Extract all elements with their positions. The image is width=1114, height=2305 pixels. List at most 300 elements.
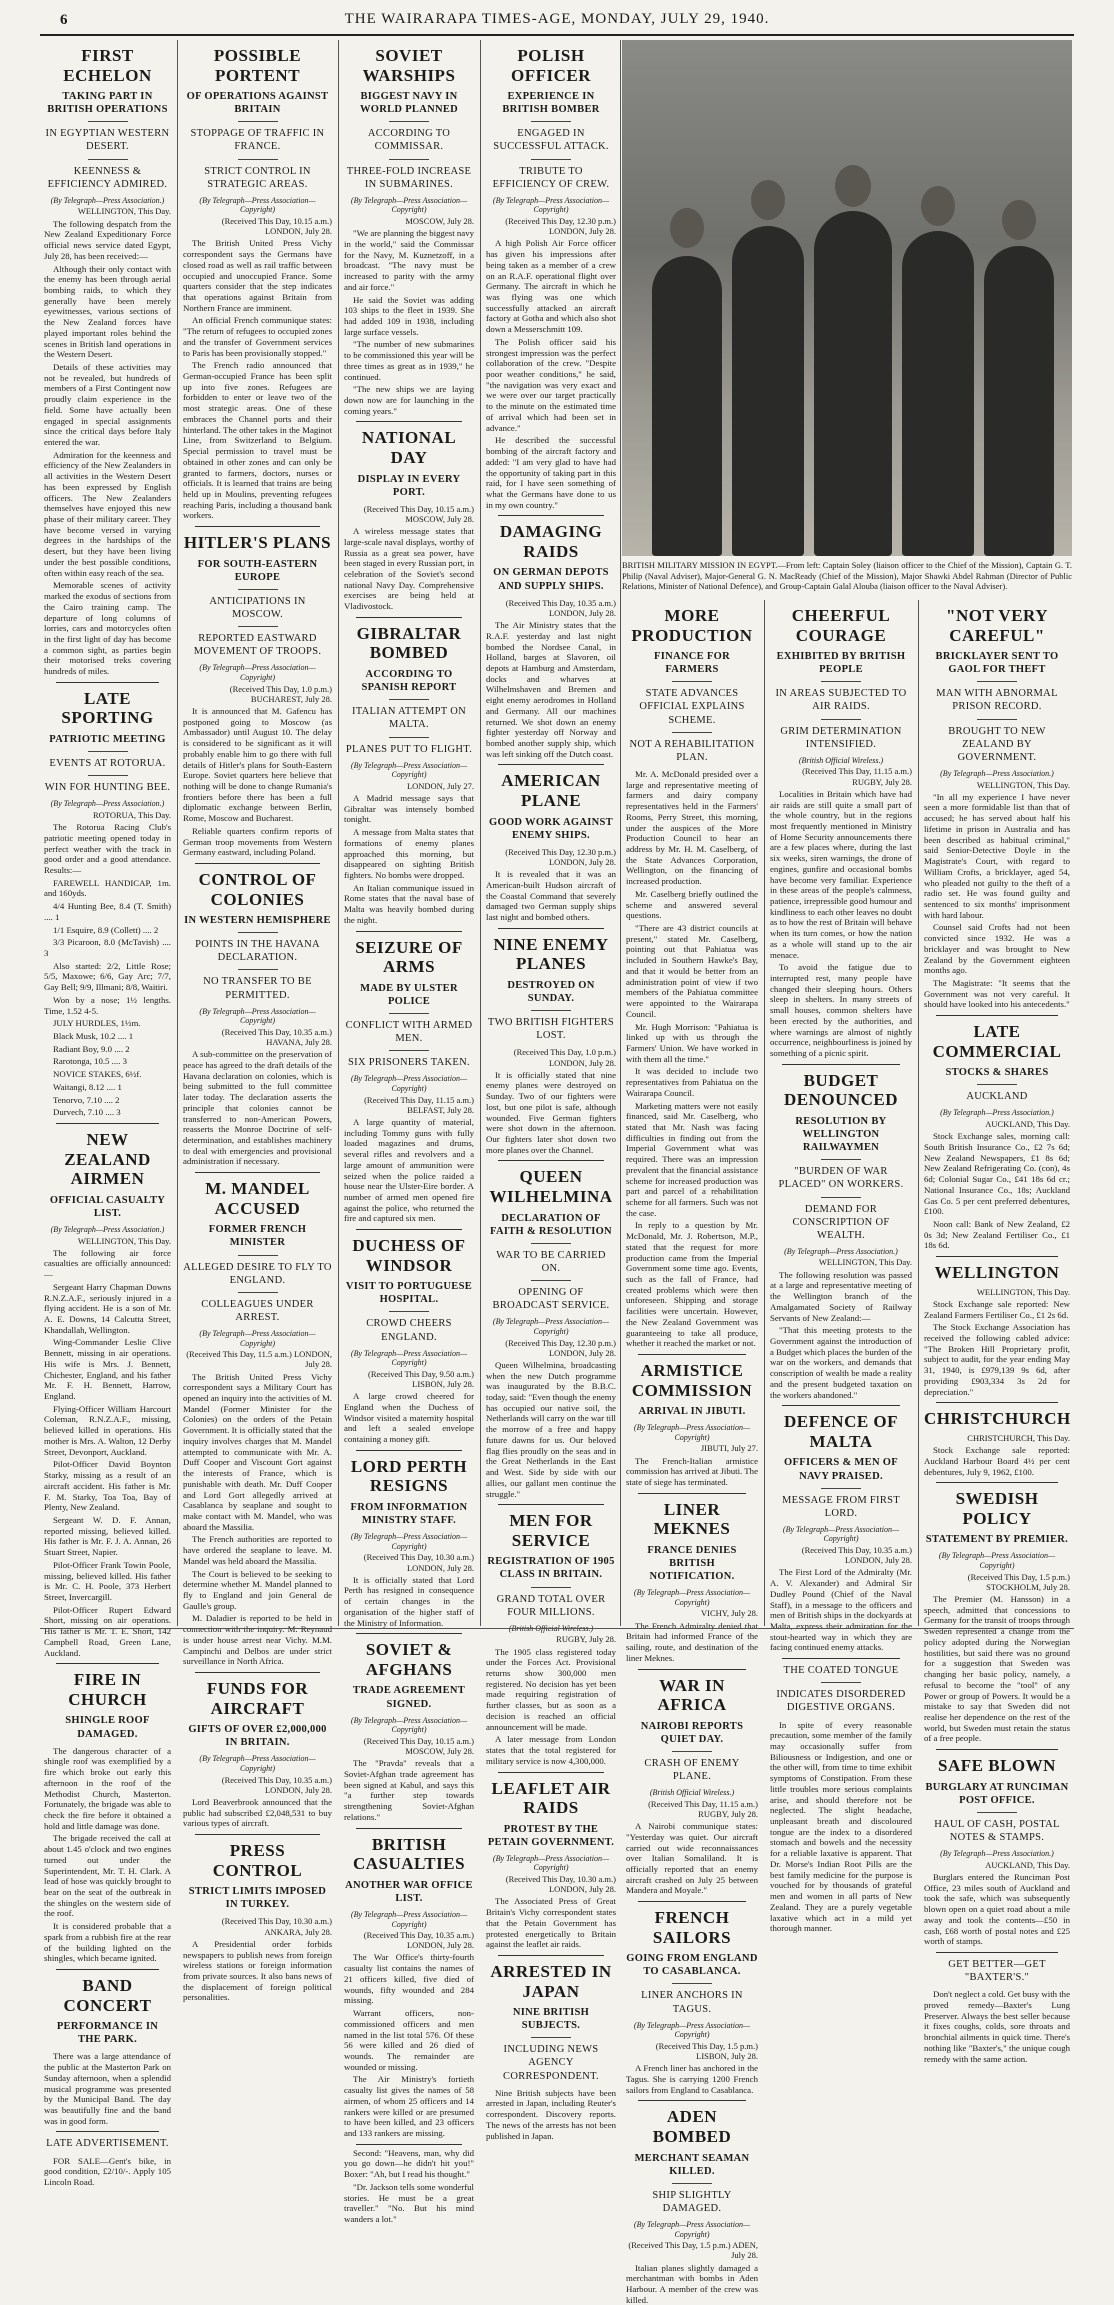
subheadline: STATE ADVANCES OFFICIAL EXPLAINS SCHEME. xyxy=(639,688,745,726)
article-divider xyxy=(936,1482,1058,1483)
article xyxy=(44,682,171,1118)
subheadline: NAIROBI REPORTS QUIET DAY. xyxy=(640,1720,744,1745)
news-credit: (By Telegraph—Press Association—Copyright) xyxy=(350,1074,468,1093)
subhead-divider xyxy=(389,159,429,160)
article-divider xyxy=(56,2131,159,2132)
paragraph: Mr. Caselberg briefly outlined the scheme and answered several questions. xyxy=(626,888,758,921)
subheadline: ON GERMAN DEPOTS AND SUPPLY SHIPS. xyxy=(493,567,609,592)
headline: HITLER'S PLANS xyxy=(183,533,332,553)
article xyxy=(44,1663,171,1964)
article xyxy=(344,931,474,1224)
paragraph: "Dr. Jackson tells some wonderful stories. He must be a great traveller." "No. But his mind wanders a lot." xyxy=(344,2181,474,2224)
paragraph: Lord Beaverbrook announced that the public had subscribed £2,048,531 to buy various types of aircraft. xyxy=(183,1796,332,1829)
article-divider xyxy=(638,1354,746,1355)
subheadline: TRADE AGREEMENT SIGNED. xyxy=(352,1685,466,1710)
subhead-divider xyxy=(977,1084,1017,1085)
dateline: WELLINGTON, This Day. xyxy=(976,1286,1070,1297)
paragraph: The Associated Press of Great Britain's Vichy correspondent states that the Petain Government has protested energetically to Britain against the leaflet air raids. xyxy=(486,1896,616,1950)
dateline: (Received This Day, 1.5 p.m.) LISBON, July 28. xyxy=(655,2040,758,2062)
article-body xyxy=(626,769,758,1349)
dateline: ROTORUA, This Day. xyxy=(93,809,171,820)
dateline: VICHY, July 28. xyxy=(701,1608,758,1619)
subheadline: COLLEAGUES UNDER ARREST. xyxy=(201,1298,314,1323)
article xyxy=(486,1955,616,2141)
paragraph: A wireless message states that large-scale naval displays, worthy of Russia as a great sea power, have been staged in every Russian port, in celebration of the Soviet's second national Navy Day. Comprehensive exercises are being held at Vladivostock. xyxy=(344,526,474,612)
paragraph: Counsel said Crofts had not been convicted since 1932. He was a bricklayer and was brought to New Zealand by the Government eighteen months ago. xyxy=(924,922,1070,976)
subheadline: BIGGEST NAVY IN WORLD PLANNED xyxy=(359,91,459,116)
news-credit: (By Telegraph—Press Association—Copyright) xyxy=(350,1715,468,1735)
article-divider xyxy=(356,1828,462,1829)
column-5 xyxy=(622,600,762,2305)
article-divider xyxy=(638,1669,746,1670)
news-credit: (By Telegraph—Press Association—Copyright) xyxy=(199,1329,316,1348)
article-divider xyxy=(56,1123,159,1124)
subhead-divider xyxy=(389,121,429,122)
subheadline: IN WESTERN HEMISPHERE xyxy=(184,915,331,927)
paragraph: A message from Malta states that formations of enemy planes approached this morning, but disappeared on sighting British fighters. No bombs were dropped. xyxy=(344,827,474,881)
article-divider xyxy=(638,2100,746,2101)
headline: SEIZURE OF ARMS xyxy=(355,937,463,977)
dateline: (Received This Day, 10.35 a.m.) LONDON, July 28. xyxy=(221,1774,332,1795)
paragraph: A large quantity of material, including Tommy guns with fully loaded magazines and drums, several rifles and revolvers and a large amount of ammunition were seized when the police raided a house near the Ulster-Eire border. A number of armed men opened fire against the police, who returned the fire and captured six men. xyxy=(344,1116,474,1224)
subheadline: THE COATED TONGUE xyxy=(783,1665,899,1677)
subheadline: GOOD WORK AGAINST ENEMY SHIPS. xyxy=(489,816,613,841)
article-body xyxy=(183,1049,332,1167)
paragraph: The Polish officer said his strongest impression was the perfect collaboration of the crew. "Despite poor weather conditions," he said, "the navigation was very exact and we were over our target practically to the minute on the estimated time of arrival which had been set in advance." xyxy=(486,336,616,433)
paragraph: To avoid the fatigue due to interrupted rest, many people have changed their sleeping hours. Others sleep in shelters. In many streets of small houses, common shelters have been erected by the authorities, and where warnings are almost of nightly occurrence, neighbourliness is joined by something of a picnic spirit. xyxy=(770,962,912,1059)
article-divider xyxy=(498,1504,604,1505)
article xyxy=(344,421,474,611)
subheadline: STRICT LIMITS IMPOSED IN TURKEY. xyxy=(188,1886,327,1911)
subheadline: PERFORMANCE IN THE PARK. xyxy=(56,2021,159,2046)
article xyxy=(486,928,616,1156)
article-body xyxy=(344,1391,474,1445)
subhead-divider xyxy=(977,719,1017,720)
subhead-divider xyxy=(672,1983,712,1984)
article-body xyxy=(344,1117,474,1224)
article xyxy=(344,1828,474,2139)
masthead: THE WAIRARAPA TIMES-AGE, MONDAY, JULY 29, 1940. xyxy=(344,11,770,27)
dateline: (Received This Day, 9.50 a.m.) LISBON, July 28. xyxy=(368,1368,474,1390)
paragraph: Warrant officers, non-commissioned officers and men named in the list total 576. Of these 56 were killed and 26 died of wounds. The remainder are wounded or missing. xyxy=(344,2008,474,2072)
subheadline: EXPERIENCE IN BRITISH BOMBER xyxy=(502,91,600,116)
subheadline: DECLARATION OF FAITH & RESOLUTION xyxy=(490,1212,612,1237)
article xyxy=(44,1123,171,1658)
article-body xyxy=(770,789,912,1059)
subheadline: ITALIAN ATTEMPT ON MALTA. xyxy=(351,706,467,731)
subheadline: THREE-FOLD INCREASE IN SUBMARINES. xyxy=(346,165,472,190)
subhead-divider xyxy=(977,681,1017,682)
dateline: (Received This Day, 1.5 p.m.) STOCKHOLM, July 28. xyxy=(967,1571,1070,1592)
paragraph: Flying-Officer William Harcourt Coleman, R.N.Z.A.F., missing, believed killed in operations. His mother is Mrs. A. Walton, 12 Derby Street, Devonport, Auckland. xyxy=(44,1403,171,1457)
paragraph: Pilot-Officer Rupert Edward Short, missing on air operations. His father is Mr. T. E. Short, 142 Campbell Road, Green Lane, Auckland. xyxy=(44,1604,171,1658)
subheadline: VISIT TO PORTUGUESE HOSPITAL. xyxy=(345,1281,473,1306)
news-credit: (By Telegraph—Press Association.) xyxy=(50,1224,165,1234)
article xyxy=(183,1834,332,2003)
subhead-divider xyxy=(238,1292,278,1293)
dateline: (Received This Day, 10.30 a.m.) LONDON, July 28. xyxy=(505,1874,616,1895)
article-body xyxy=(770,1720,912,1934)
news-credit: (By Telegraph—Press Association.) xyxy=(50,799,165,809)
paragraph: An official French communique states: "The return of refugees to occupied zones and the transfer of Government services to Paris has been provisionally stopped." xyxy=(183,315,332,358)
article-divider xyxy=(498,515,604,516)
paragraph: "We are planning the biggest navy in the world," said the Commissar for the Navy, M. Kuznetzoff, in a broadcast. "The navy must be increased to parity with the army and air force." xyxy=(344,228,474,292)
paragraph: "There are 43 district councils at present," stated Mr. Caselberg, pointing out that Pahiatua was included in Southern Hawke's Bay, and that it would be better from an administration point of view if two members of the Pahiatua committee were appointed to the Wairarapa Council. xyxy=(626,923,758,1019)
article-body xyxy=(924,1872,1070,1947)
column-3 xyxy=(340,40,478,2224)
article-divider xyxy=(56,1663,159,1664)
paragraph: "In all my experience I have never seen a more formidable list than that of accused; he has served about half his lifetime in prison in Australia and has been described as habitual criminal," said Senior-Detective Doyle in the Magistrate's Court, with regard to William Crofts, a bricklayer, aged 54, who pleaded not guilty to the theft of a radio set. He was found guilty and sentenced to six months' imprisonment with hard labour. xyxy=(924,791,1070,920)
article-divider xyxy=(936,1952,1058,1953)
subhead-divider xyxy=(389,1013,429,1014)
dateline: WELLINGTON, This Day. xyxy=(976,779,1070,790)
subhead-divider xyxy=(389,699,429,700)
article xyxy=(344,46,474,416)
headline: MEN FOR SERVICE xyxy=(509,1511,593,1550)
paragraph: An Italian communique issued in Rome states that the naval base of Malta was heavily bombed during the night. xyxy=(344,882,474,925)
paragraph: Localities in Britain which have had air raids are still quite a small part of the whole country, but in the regions most frequently mentioned in Ministry of Home Security announcements there are a few places where, during the last six weeks, siren warnings, the drone of engines, gunfire and occasional bombs have become very familiar. Experience in these areas of the people's calmness, patience, irrepressible good humour and kindliness to each other leaves no doubt as to how the rest of Britain will behave when its turn comes, or how the nation as a whole will stand up to the air menace. xyxy=(770,788,912,960)
subheadline: "BURDEN OF WAR PLACED" ON WORKERS. xyxy=(778,1166,904,1191)
subhead-divider xyxy=(238,1255,278,1256)
headline: WAR IN AFRICA xyxy=(657,1675,727,1715)
headline: LATE SPORTING xyxy=(61,688,154,728)
subhead-divider xyxy=(821,1488,861,1489)
headline: CHEERFUL COURAGE xyxy=(791,606,891,645)
subhead-divider xyxy=(88,775,128,776)
headline: DAMAGING RAIDS xyxy=(499,522,603,561)
article-body xyxy=(44,1746,171,1964)
subheadline: INDICATES DISORDERED DIGESTIVE ORGANS. xyxy=(776,1689,906,1714)
subheadline: CROWD CHEERS ENGLAND. xyxy=(366,1318,452,1343)
subheadline: FRANCE DENIES BRITISH NOTIFICATION. xyxy=(647,1544,737,1583)
news-credit: (By Telegraph—Press Association—Copyright) xyxy=(350,1909,468,1929)
dateline: (Received This Day, 11.5 a.m.) LONDON, July 28. xyxy=(186,1349,332,1370)
subhead-divider xyxy=(821,1197,861,1198)
news-credit: (By Telegraph—Press Association.) xyxy=(940,1108,1054,1118)
photograph xyxy=(622,40,1072,556)
headline: LEAFLET AIR RAIDS xyxy=(491,1778,611,1818)
paragraph: A Nairobi communique states: "Yesterday was quiet. Our aircraft carried out wide reconnaissances over Italian Somaliland. It is officially reported that an enemy aircraft crashed on July 25 between Mandera and Moyale." xyxy=(626,1821,758,1896)
paragraph: Pilot-Officer Frank Towin Poole, missing, believed killed. His father is Mr. C. H. Poole, 373 Herbert Street, Invercargill. xyxy=(44,1559,171,1602)
paragraph: Reliable quarters confirm reports of German troop movements from Western Germany eastward, including Poland. xyxy=(183,825,332,858)
headline: ARMISTICE COMMISSION xyxy=(631,1361,753,1400)
subheadline: MADE BY ULSTER POLICE xyxy=(360,982,458,1007)
dateline: (Received This Day, 10.15 a.m.) MOSCOW, July 28. xyxy=(363,1735,474,1757)
article-body xyxy=(183,1797,332,1829)
dateline: (Received This Day, 11.15 a.m.) RUGBY, July 28. xyxy=(802,766,912,787)
subheadline: GOING FROM ENGLAND TO CASABLANCA. xyxy=(626,1953,758,1978)
headline: DEFENCE OF MALTA xyxy=(783,1412,899,1451)
article-divider xyxy=(195,526,320,527)
paragraph: FOR SALE—Gent's bike, in good condition, £2/10/-. Apply 105 Lincoln Road. xyxy=(44,2155,171,2187)
article-body xyxy=(44,2051,171,2126)
headline: LATE COMMERCIAL xyxy=(932,1022,1062,1061)
subhead-divider xyxy=(672,1751,712,1752)
subheadline: FORMER FRENCH MINISTER xyxy=(208,1224,307,1249)
paragraph: Stock Exchange sale reported: New Zealand Farmers Fertiliser Co., £1 2s 6d. xyxy=(924,1298,1070,1320)
paragraph: It is considered probable that a spark from a rubbish fire at the rear of the building lighted on the shingles, which became ignited. xyxy=(44,1921,171,1964)
subhead-divider xyxy=(821,719,861,720)
article xyxy=(344,617,474,926)
subheadline: MAN WITH ABNORMAL PRISON RECORD. xyxy=(936,688,1058,713)
dateline: (Received This Day, 10.30 a.m.) LONDON, July 28. xyxy=(363,1552,474,1573)
article-divider xyxy=(936,1256,1058,1257)
subheadline: BURGLARY AT RUNCIMAN POST OFFICE. xyxy=(925,1781,1069,1806)
paragraph: The Stock Exchange Association has received the following cabled advice: "The Broken Hill Proprietary profit, subject to audit, for the year ending May 31, 1940, is £979,139 9s 6d, after providing £903,334 3s 2d for depreciation." xyxy=(924,1322,1070,1397)
subheadline: MESSAGE FROM FIRST LORD. xyxy=(781,1494,900,1519)
article-divider xyxy=(638,1901,746,1902)
article-body xyxy=(344,793,474,926)
paragraph: The British United Press Vichy correspondent says the Germans have closed road as well as rail traffic between occupied and unoccupied France. Some quarters consider that the step indicates that operations against Britain from Northern France are imminent. xyxy=(183,238,332,313)
subhead-divider xyxy=(238,589,278,590)
news-credit: (British Official Wireless.) xyxy=(508,1623,594,1633)
headline: FRENCH SAILORS xyxy=(652,1908,732,1947)
paragraph: 1/1 Esquire, 8.9 (Collett) .... 2 xyxy=(53,924,159,935)
news-credit: (By Telegraph—Press Association—Copyright) xyxy=(492,1853,610,1873)
article xyxy=(344,1229,474,1445)
subheadline: DEMAND FOR CONSCRIPTION OF WEALTH. xyxy=(792,1203,890,1241)
subheadline: REPORTED EASTWARD MOVEMENT OF TROOPS. xyxy=(193,633,322,658)
subheadline: AUCKLAND xyxy=(966,1091,1028,1103)
headline: SOVIET WARSHIPS xyxy=(362,46,456,85)
paragraph: The brigade received the call at about 1.45 o'clock and two engines turned out under the Superintendent, Mr. T. H. Clark. A lead of hose was quickly brought to bear on the seat of the outbreak in the shingles on the western side of the roof. xyxy=(44,1833,171,1919)
article-divider xyxy=(195,863,320,864)
article-divider xyxy=(356,1633,462,1634)
photo-caption: BRITISH MILITARY MISSION IN EGYPT.—From left: Captain Soley (liaison officer to the Chief of the Mission), Captain G. T. Philip (Naval Adviser), Major-General G. N. MacReady (Chief of the Mission), Major Shawki Abdel Rahman (Director of Public Relations, Minister of National Defence), and Group-Captain Galal Alouba (liaison officer to the Naval Adviser). xyxy=(622,560,1072,592)
article xyxy=(486,1772,616,1951)
subheadline: NO TRANSFER TO BE PERMITTED. xyxy=(203,976,312,1001)
subheadline: PATRIOTIC MEETING xyxy=(49,733,166,745)
headline: PRESS CONTROL xyxy=(212,1841,303,1880)
article-body xyxy=(924,1299,1070,1397)
article xyxy=(344,1450,474,1629)
dateline: WELLINGTON, This Day. xyxy=(818,1257,912,1268)
headline: ADEN BOMBED xyxy=(652,2107,732,2146)
news-credit: (By Telegraph—Press Association—Copyright) xyxy=(633,1423,751,1442)
paragraph: In reply to a question by Mr. McDonald, Mr. J. Robertson, M.P., stated that the request for more production came from the Imperial Government some time ago. Events, such as the fall of France, had created problems which were then unforeseen. Shipping and storage facilities were uncertain. However, the New Zealand Government was guaranteeing to take all produce, whether it reached the market or not. xyxy=(626,1220,758,1349)
news-credit: (By Telegraph—Press Association—Copyright) xyxy=(633,2020,751,2040)
paragraph: The First Lord of the Admiralty (Mr. A. V. Alexander) and Admiral Sir Dudley Pound (Chief of the Naval Staff), in a message to the officers and men of British ships in the dockyards at Malta, express their admiration for the stout-hearted way in which they are facing continued enemy attacks. xyxy=(770,1567,912,1653)
subheadline: FINANCE FOR FARMERS xyxy=(654,651,730,676)
subheadline: ALLEGED DESIRE TO FLY TO ENGLAND. xyxy=(183,1261,332,1286)
paragraph: FAREWELL HANDICAP, 1m. and 160yds. xyxy=(44,877,171,899)
headline: CONTROL OF COLONIES xyxy=(198,870,317,909)
article-divider xyxy=(356,1229,462,1230)
subheadline: CRASH OF ENEMY PLANE. xyxy=(644,1757,740,1782)
subheadline: RESOLUTION BY WELLINGTON RAILWAYMEN xyxy=(795,1115,887,1154)
dateline: WELLINGTON, This Day. xyxy=(77,1235,171,1246)
news-credit: (By Telegraph—Press Association—Copyright) xyxy=(633,1588,751,1607)
subheadline: OFFICERS & MEN OF NAVY PRAISED. xyxy=(784,1457,898,1482)
article-divider xyxy=(195,1672,320,1673)
headline: NEW ZEALAND AIRMEN xyxy=(64,1130,151,1189)
article-divider xyxy=(936,1015,1058,1016)
news-credit: (By Telegraph—Press Association—Copyright) xyxy=(633,2220,751,2239)
headline: ARRESTED IN JAPAN xyxy=(490,1962,612,2001)
paragraph: Pilot-Officer David Boynton Starky, missing as a result of an aircraft accident. His father is Mr. F. M. Starky, Toa Toa, Bay of Plenty, New Zealand. xyxy=(44,1459,171,1513)
article xyxy=(626,1901,758,2095)
subheadline: LINER ANCHORS IN TAGUS. xyxy=(641,1990,743,2015)
news-credit: (British Official Wireless.) xyxy=(649,1788,735,1798)
article xyxy=(344,2144,474,2225)
news-credit: (By Telegraph—Press Association—Copyright) xyxy=(199,1006,316,1026)
subhead-divider xyxy=(531,121,571,122)
dateline: (Received This Day, 11.15 a.m.) BELFAST, July 28. xyxy=(364,1094,474,1115)
article-divider xyxy=(356,2144,462,2145)
paragraph: Rarotonga, 10.5 .... 3 xyxy=(53,1056,128,1067)
article-body xyxy=(44,1248,171,1659)
article-body xyxy=(924,1594,1070,1744)
article-divider xyxy=(498,764,604,765)
paragraph: A Madrid message says that Gibraltar was intensely bombed tonight. xyxy=(344,793,474,825)
paragraph: He said the Soviet was adding 103 ships to the fleet in 1939. She had added 109 in 1938, including large surface vessels. xyxy=(344,294,474,337)
article-body xyxy=(486,2088,616,2142)
paragraph: In spite of every reasonable precaution, some member of the family may occasionally suffer from Biliousness or Indigestion, and one or the other will, from time to time exhibit symptoms of Constipation. From these little troubles more serious complaints arise, and should therefore not be neglected. The slight headache, unpleasant breath and discoloured tongue are the index to a disordered stomach and bowels and the necessity for a reliable laxative is apparent. That Dr. Morse's Indian Root Pills are the best family medicine for the purpose is vouched for by thousands of grateful men and women in all parts of New Zealand. They are a purely vegetable laxative which act in a mild yet thorough manner. xyxy=(770,1719,912,1934)
paragraph: The "Pravda" reveals that a Soviet-Afghan trade agreement has been signed at Kabul, and says this "a further step towards strengthening Soviet-Afghan relations." xyxy=(344,1758,474,1822)
subheadline: ENGAGED IN SUCCESSFUL ATTACK. xyxy=(493,128,609,153)
subheadline: BRICKLAYER SENT TO GAOL FOR THEFT xyxy=(935,651,1059,676)
dateline: CHRISTCHURCH, This Day. xyxy=(967,1432,1070,1443)
paragraph: The Court is believed to be seeking to determine whether M. Mandel planned to fly to England and join General de Gaulle's group. xyxy=(183,1568,332,1611)
article-divider xyxy=(782,1658,900,1659)
article-divider xyxy=(356,931,462,932)
article xyxy=(183,863,332,1167)
subheadline: REGISTRATION OF 1905 CLASS IN BRITAIN. xyxy=(487,1556,615,1581)
article-body xyxy=(344,1575,474,1629)
headline: FUNDS FOR AIRCRAFT xyxy=(206,1679,309,1718)
article-divider xyxy=(56,1969,159,1970)
paragraph: A Presidential order forbids newspapers to publish news from foreign wireless stations or foreign information from private sources. It also bans news of the displacement of foreign political personalities. xyxy=(183,1938,332,2003)
article xyxy=(44,2131,171,2187)
article-body xyxy=(44,219,171,677)
paragraph: The 1905 class registered today under the Forces Act. Provisional returns show 300,000 men registered. No decision has yet been made requiring registration of further classes, but as soon as a decision is reached an official announcement will be made. xyxy=(486,1646,616,1732)
dateline: (Received This Day, 10.35 a.m.) LONDON, July 28. xyxy=(505,597,616,618)
paragraph: "The new ships we are laying down now are for launching in the coming years." xyxy=(344,384,474,416)
headline: FIRST ECHELON xyxy=(63,46,152,85)
paragraph: Queen Wilhelmina, broadcasting when the new Dutch programme was inaugurated by the B.B.C. today, said: "Even though the enemy has occupied our native soil, the Netherlands will carry on the war till the morrow of a free and happy future dawns for us. Our beloved flag flies proudly on the seas and in the Great Netherlands in the East and West. Side by side with our allies, our gallant men continue the struggle." xyxy=(486,1359,616,1499)
article xyxy=(44,46,171,677)
paragraph: The French radio announced that German-occupied France has been split up into five zones. Refugees are forbidden to enter or leave two of the most strategic areas. One of these embraces the Channel ports and their hinterland. The other takes in the Maginot Line, from Switzerland to Belgium. Special permission to travel must be obtained in other zones and can only be granted to farmers, doctors, nurses or officials. It is learned that trains are being held up in Moulins, preventing refugees reaching Paris, including a thousand bank workers. xyxy=(183,360,332,521)
subhead-divider xyxy=(88,159,128,160)
subheadline: KEENNESS & EFFICIENCY ADMIRED. xyxy=(47,165,168,190)
headline: AMERICAN PLANE xyxy=(501,771,601,810)
subheadline: WAR TO BE CARRIED ON. xyxy=(496,1249,606,1274)
subheadline: SHINGLE ROOF DAMAGED. xyxy=(65,1715,150,1740)
article xyxy=(924,1482,1070,1744)
paragraph: The Rotorua Racing Club's patriotic meeting opened today in perfect weather with the track in good order and a good attendance. Results:— xyxy=(44,822,171,875)
dateline: (Received This Day, 10.15 a.m.) LONDON, July 28. xyxy=(221,216,332,237)
subheadline: ACCORDING TO COMMISSAR. xyxy=(367,128,451,153)
headline: LORD PERTH RESIGNS xyxy=(350,1456,468,1496)
dateline: LONDON, July 27. xyxy=(406,780,474,791)
paragraph: Wing-Commander Leslie Clive Bennett, missing in air operations. His wife is Mrs. J. Bennett, Chichester, England, and his father Mr. F. H. Bennett, Harrow, England. xyxy=(44,1337,171,1402)
subhead-divider xyxy=(389,1311,429,1312)
paragraph: The French Admiralty denied that Britain had informed France of the sailing, route, and destination of the liner Meknes. xyxy=(626,1620,758,1663)
subhead-divider xyxy=(977,1812,1017,1813)
paragraph: The War Office's thirty-fourth casualty list contains the names of 21 officers killed, five died of wounds, fifty wounded and 284 missing. xyxy=(344,1952,474,2006)
subheadline: TAKING PART IN BRITISH OPERATIONS xyxy=(47,91,168,116)
article-divider xyxy=(195,1834,320,1835)
paragraph: It is announced that M. Gafencu has postponed going to Moscow (as Ambassador) until August 10. The delay is considered to be significant as it will probably enable him to go there with full details of Hitler's plans for South-Eastern Europe. Soviet quarters here believe that nothing will be done to change Rumania's frontiers before there has been a full diplomatic exchange between Berlin, Rome, Moscow and Bucharest. xyxy=(183,705,332,824)
article-divider xyxy=(498,928,604,929)
paragraph: Black Musk, 10.2 .... 1 xyxy=(53,1031,134,1041)
headline: SOVIET & AFGHANS xyxy=(365,1640,453,1679)
paragraph: Marketing matters were not easily financed, said Mr. Caselberg, who stated that Mr. Nash was facing difficulties in finding out from the Imperial Government what was required. There was an impression prevalent that the financial assistance scheme for increased production was part and parcel of a rehabilitation scheme for all farmers. Such was not the case. xyxy=(626,1100,758,1218)
news-credit: (By Telegraph—Press Association—Copyright) xyxy=(492,1317,610,1336)
paragraph: Italian planes slightly damaged a merchantman with bombs in Aden Harbour. A member of the crew was killed. xyxy=(626,2262,758,2305)
article-body xyxy=(626,1456,758,1488)
dateline: WELLINGTON, This Day. xyxy=(77,206,171,217)
paragraph: Although their only contact with the enemy has been through aerial bombing raids, to which they generally have been merely eyewitnesses, various sections of the New Zealand forces have played important roles behind the scenes in British land operations in the Western Desert. xyxy=(44,263,171,360)
subheadline: STATEMENT BY PREMIER. xyxy=(925,1534,1069,1546)
subheadline: EVENTS AT ROTORUA. xyxy=(49,758,166,770)
paragraph: The British United Press Vichy correspondent says a Military Court has opened an inquiry into the activities of M. Mandel (Former Minister for the Colonies) on the orders of the Petain Government. It is officially stated that the inquiry involves charges that M. Mandel attempted to communicate with Mr. A. Duff Cooper and Viscount Gort against the interests of France, which is punishable with death. Mr. Duff Cooper and Lord Gort allegedly arrived at Casablanca by seaplane and sought to make contact with M. Mandel, who was aboard the Massilia. xyxy=(183,1371,332,1532)
dateline: (Received This Day, 12.30 p.m.) LONDON, July 28. xyxy=(505,846,616,867)
photo-military-mission xyxy=(622,40,1072,598)
dateline: (Received This Day, 11.15 a.m.) RUGBY, July 28. xyxy=(648,1798,758,1819)
subheadline: PLANES PUT TO FLIGHT. xyxy=(345,743,473,755)
dateline: MOSCOW, July 28. xyxy=(405,216,474,227)
subheadline: SHIP SLIGHTLY DAMAGED. xyxy=(652,2189,732,2214)
news-credit: (By Telegraph—Press Association.) xyxy=(940,768,1054,778)
article-body xyxy=(486,869,616,923)
article-body xyxy=(924,1445,1070,1477)
headline: LINER MEKNES xyxy=(653,1499,731,1539)
article xyxy=(626,2100,758,2305)
column-4 xyxy=(482,40,620,2141)
headline: SAFE BLOWN xyxy=(938,1756,1056,1776)
paragraph: A large crowd cheered for England when the Duchess of Windsor visited a maternity hospital and left a sealed envelope containing a money gift. xyxy=(344,1391,474,1445)
paragraph: It is revealed that it was an American-built Hudson aircraft of the Coastal Command that severely damaged two German supply ships last night and bombed others. xyxy=(486,869,616,923)
article-divider xyxy=(356,1450,462,1451)
paragraph: It is officially stated that Lord Perth has resigned in consequence of certain changes in the organisation of the higher staff of the Ministry of Information. xyxy=(344,1574,474,1628)
subheadline: NOT A REHABILITATION PLAN. xyxy=(629,738,755,763)
news-credit: (By Telegraph—Press Association—Copyright) xyxy=(199,663,316,682)
paragraph: It is officially stated that nine enemy planes were destroyed on Sunday. Two of our fighters were lost, but one pilot is safe, although wounded. Five German fighters were shot down in the afternoon. Our fighters later shot down two more planes over the Channel. xyxy=(486,1069,616,1155)
dateline: AUCKLAND, This Day. xyxy=(985,1859,1070,1870)
article-body xyxy=(924,1131,1070,1251)
article-body xyxy=(44,2156,171,2188)
subheadline: TRIBUTE TO EFFICIENCY OF CREW. xyxy=(492,165,610,190)
headline: "NOT VERY CAREFUL" xyxy=(946,606,1048,645)
article xyxy=(924,1402,1070,1477)
subheadline: STOCKS & SHARES xyxy=(945,1067,1049,1079)
article xyxy=(770,606,912,1059)
subhead-divider xyxy=(238,121,278,122)
subhead-divider xyxy=(389,1050,429,1051)
news-credit: (By Telegraph—Press Association—Copyright) xyxy=(350,760,468,780)
paragraph: Waitangi, 8.12 .... 1 xyxy=(53,1081,122,1092)
article xyxy=(44,1969,171,2126)
headline: NATIONAL DAY xyxy=(361,428,457,467)
headline: POLISH OFFICER xyxy=(511,46,591,85)
paragraph: Don't neglect a cold. Get busy with the proved remedy—Baxter's Lung Preserver. Always the best seller because it fixes coughs, colds, sore throats and bronchial ailments in quick time. There's nothing like "Baxter's," the unique cough remedy with the same action. xyxy=(924,1989,1070,2064)
subheadline: EXHIBITED BY BRITISH PEOPLE xyxy=(776,651,906,676)
article xyxy=(183,46,332,521)
paragraph: The following resolution was passed at a large and representative meeting of the Wellington branch of the Amalgamated Society of Railway Servants of New Zealand:— xyxy=(770,1269,912,1323)
subheadline: BROUGHT TO NEW ZEALAND BY GOVERNMENT. xyxy=(948,725,1046,763)
subhead-divider xyxy=(88,751,128,752)
article xyxy=(486,1504,616,1766)
subheadline: IN EGYPTIAN WESTERN DESERT. xyxy=(45,128,170,153)
subheadline: GET BETTER—GET "BAXTER'S." xyxy=(948,1958,1046,1984)
article xyxy=(626,1669,758,1897)
dateline: (Received This Day, 1.0 p.m.) BUCHAREST, July 28. xyxy=(229,683,332,704)
paragraph: Burglars entered the Runciman Post Office, 23 miles south of Auckland and took the safe, which was subsequently blown open on a quiet road about a mile away and took the contents—£50 in cash, £68 worth of postal notes and £25 worth of stamps. xyxy=(924,1871,1070,1947)
article-divider xyxy=(498,1772,604,1773)
subhead-divider xyxy=(531,2037,571,2038)
article-body xyxy=(924,792,1070,1010)
